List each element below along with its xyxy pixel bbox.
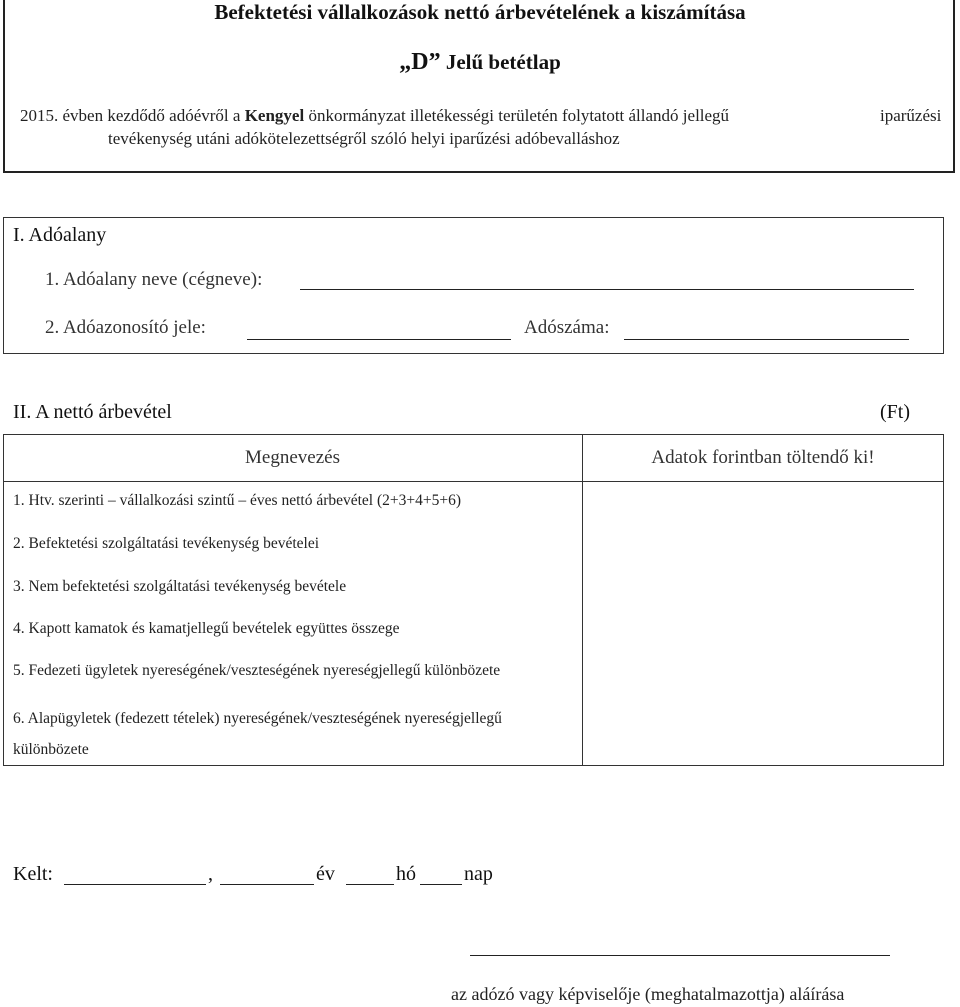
table-row-label: 1. Htv. szerinti – vállalkozási szintű – éves nettó árbevétel (2+3+4+5+6) [13,492,462,509]
section-1-heading: I. Adóalany [13,224,107,246]
column-header-name: Megnevezés [245,447,340,468]
day-field[interactable] [420,884,462,885]
date-label: Kelt: [13,863,53,885]
year-label: év [316,863,335,885]
intro-line-1 [20,105,860,127]
table-row-label: 3. Nem befektetési szolgáltatási tevékenység bevétele [13,578,347,595]
date-comma: , [208,863,213,885]
intro-prefix: 2015. évben kezdődő adóévről a [20,106,241,125]
municipality-name: Kengyel [244,106,305,125]
intro-line-2: tevékenység utáni adókötelezettségről szóló helyi iparűzési adóbevalláshoz [108,129,620,148]
currency-unit: (Ft) [880,401,910,423]
signature-caption: az adózó vagy képviselője (meghatalmazottja) aláírása [451,984,845,1004]
taxpayer-name-field[interactable] [300,289,914,290]
tax-number-field[interactable] [624,339,909,340]
column-header-value: Adatok forintban töltendő ki! [651,447,875,468]
tax-number-label: Adószáma: [524,317,610,338]
intro-middle: önkormányzat illetékességi területén folytatott állandó jellegű [308,106,730,125]
tax-id-field[interactable] [247,339,511,340]
section-2-heading: II. A nettó árbevétel [13,401,172,423]
document-title: Befektetési vállalkozások nettó árbevételének a kiszámítása [214,0,746,24]
sheet-label-text: Jelű betétlap [445,50,561,74]
month-label: hó [396,863,416,885]
place-field[interactable] [64,884,206,885]
table-row-label: 4. Kapott kamatok és kamatjellegű bevételek együttes összege [13,620,400,637]
table-row-label: 6. Alapügyletek (fedezett tételek) nyereségének/veszteségének nyereségjellegű különbözete [13,710,502,758]
intro-right: iparűzési [880,106,942,125]
year-field[interactable] [220,884,314,885]
sheet-mark: „D” [399,49,441,75]
sheet-label [0,48,960,76]
taxpayer-name-label: 1. Adóalany neve (cégneve): [45,269,263,290]
table-row-label: 2. Befektetési szolgáltatási tevékenység bevételei [13,535,320,552]
month-field[interactable] [346,884,394,885]
day-label: nap [464,863,493,885]
signature-field[interactable] [470,955,890,956]
tax-id-label: 2. Adóazonosító jele: [45,317,206,338]
table-row-label: 5. Fedezeti ügyletek nyereségének/veszteségének nyereségjellegű különbözete [13,662,501,679]
revenue-table-divider [582,434,583,766]
